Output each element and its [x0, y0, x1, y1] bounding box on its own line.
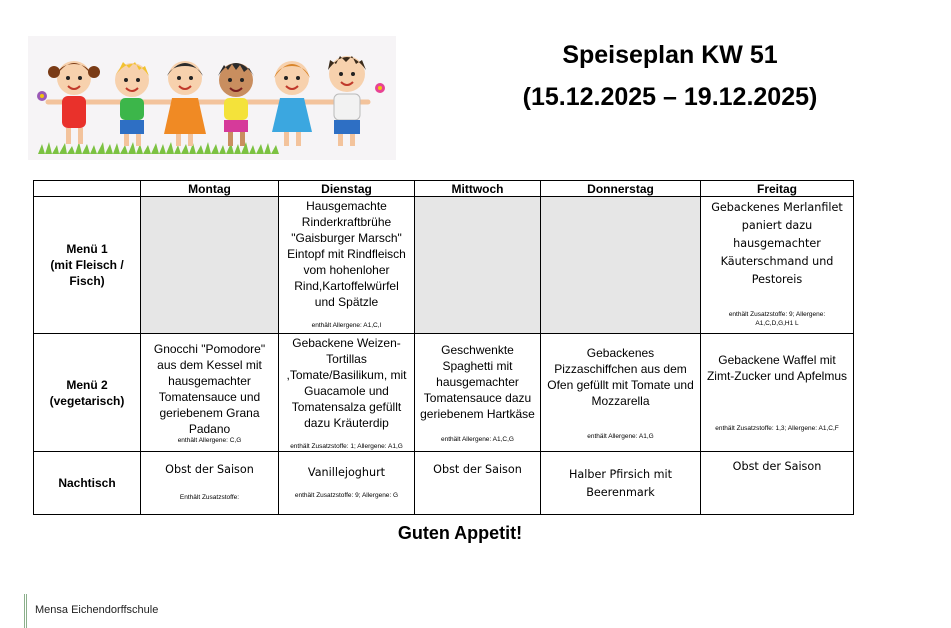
- dish-line: Guacamole und: [304, 384, 389, 398]
- dish-line: hausgemachter: [733, 237, 821, 250]
- menu-table: [33, 180, 854, 515]
- allergen-note: enthält Zusatzstoffe: 9; Allergene: G: [294, 492, 399, 499]
- dish-line: hausgemachter: [168, 374, 251, 388]
- dish-text: [701, 197, 853, 289]
- menu1-donnerstag-empty: [541, 197, 701, 334]
- dish-text: [279, 334, 414, 431]
- dish-line: aus dem Kessel mit: [157, 358, 262, 372]
- closing-text: Guten Appetit!: [397, 523, 523, 543]
- menu1-freitag-cell: [701, 197, 854, 334]
- dish-line: Tomatensalza gefüllt: [291, 400, 402, 414]
- dish-line: Geschwenkte: [441, 343, 514, 357]
- menu1-dienstag-cell: [279, 197, 415, 334]
- dish-line: Halber Pfirsich mit: [568, 467, 673, 481]
- menu1-mittwoch-empty: [415, 197, 541, 334]
- allergen-note: enthält Allergene: A1,C,G: [441, 436, 514, 443]
- menu2-mittwoch-cell: [415, 334, 541, 452]
- dish-line: Gebackenes: [586, 346, 655, 360]
- menu2-montag-cell: [141, 334, 279, 452]
- table-row-menu2: [34, 334, 854, 452]
- dish-line: Tortillas: [326, 352, 367, 366]
- row-label-nachtisch: Nachtisch: [34, 452, 141, 515]
- dish-text: Vanillejoghurt: [307, 466, 386, 479]
- allergen-note: enthält Allergene: C,G: [177, 437, 242, 444]
- dish-text: Obst der Saison: [165, 463, 254, 476]
- dish-line: Pestoreis: [751, 273, 803, 286]
- dish-line: Käuterschmand und: [720, 255, 834, 268]
- title-block: [470, 34, 870, 118]
- children-holding-hands-image: [28, 36, 396, 160]
- row-label-line: Menü 1: [66, 242, 108, 256]
- row-label-line: (vegetarisch): [49, 393, 125, 408]
- day-header-montag: Montag: [141, 181, 279, 197]
- dish-line: Beerenmark: [586, 485, 655, 499]
- footer-school-name: Mensa Eichendorffschule: [35, 604, 159, 616]
- dish-line: geriebenem Hartkäse: [420, 407, 535, 421]
- dish-line: Gebackene Waffel mit: [718, 353, 836, 367]
- dish-line: hausgemachter: [436, 375, 519, 389]
- dish-line: ,Tomate/Basilikum, mit: [286, 368, 407, 382]
- dish-text: [701, 334, 853, 384]
- dish-line: vom hohenloher: [303, 263, 390, 277]
- dish-line: Rinderkraftbrühe: [301, 215, 392, 229]
- day-header-donnerstag: Donnerstag: [541, 181, 701, 197]
- table-row-menu1: [34, 197, 854, 334]
- nachtisch-dienstag-cell: [279, 452, 415, 515]
- dish-line: Hausgemachte: [306, 199, 387, 213]
- dish-text: Obst der Saison: [732, 460, 822, 473]
- footer: [24, 594, 158, 628]
- nachtisch-mittwoch-cell: [415, 452, 541, 515]
- dish-line: Pizzaschiffchen aus dem: [554, 362, 687, 376]
- dish-text: [541, 465, 700, 502]
- dish-text: [141, 334, 278, 437]
- menu2-donnerstag-cell: [541, 334, 701, 452]
- dish-line: Padano: [188, 422, 231, 436]
- nachtisch-freitag-cell: [701, 452, 854, 515]
- day-header-freitag: Freitag: [701, 181, 854, 197]
- dish-line: Eintopf mit Rindfleisch: [287, 247, 406, 261]
- allergen-note: enthält Allergene: A1,C,I: [311, 322, 382, 329]
- dish-line: Rind,Kartoffelwürfel: [294, 279, 399, 293]
- page-title: Speiseplan KW 51: [562, 41, 778, 69]
- dish-line: Spaghetti mit: [442, 359, 513, 373]
- menu1-montag-empty: [141, 197, 279, 334]
- allergen-note: Enthält Zusatzstoffe:: [179, 494, 240, 501]
- menu2-freitag-cell: [701, 334, 854, 452]
- table-row-nachtisch: [34, 452, 854, 515]
- dish-line: Tomatensauce und: [158, 390, 261, 404]
- dish-line: "Gaisburger Marsch": [291, 231, 402, 245]
- dish-line: Ofen gefüllt mit Tomate und: [547, 378, 694, 392]
- children-banner-illustration: [28, 36, 396, 160]
- dish-line: Gnocchi "Pomodore": [153, 342, 266, 356]
- row-label-line: (mit Fleisch /: [50, 258, 124, 272]
- dish-line: geriebenem Grana: [159, 406, 260, 420]
- dish-text: [415, 334, 540, 422]
- row-label-line: Menü 2: [66, 377, 108, 392]
- corner-cell: [34, 181, 141, 197]
- dish-line: Gebackenes Merlanfilet: [711, 201, 843, 214]
- day-header-mittwoch: Mittwoch: [415, 181, 541, 197]
- row-label-line: Fisch): [69, 274, 105, 288]
- day-header-dienstag: Dienstag: [279, 181, 415, 197]
- allergen-note: [701, 310, 853, 328]
- table-header-row: [34, 181, 854, 197]
- menu2-dienstag-cell: [279, 334, 415, 452]
- dish-text: [541, 334, 700, 409]
- date-range: (15.12.2025 – 19.12.2025): [522, 83, 818, 111]
- dish-line: Tomatensauce dazu: [423, 391, 532, 405]
- dish-text: [279, 197, 414, 310]
- dish-text: Obst der Saison: [433, 463, 522, 476]
- row-label-menu2: [34, 334, 141, 452]
- allergen-note: enthält Zusatzstoffe: 1,3; Allergene: A1,C,F: [715, 425, 839, 432]
- dish-line: paniert dazu: [741, 219, 813, 232]
- dish-line: dazu Kräuterdip: [304, 416, 389, 430]
- note-line: A1,C,D,G,H1 L: [755, 320, 799, 327]
- nachtisch-donnerstag-cell: [541, 452, 701, 515]
- allergen-note: enthält Allergene: A1,G: [587, 433, 654, 440]
- row-label-menu1: [34, 197, 141, 334]
- dish-line: Gebackene Weizen-: [292, 336, 401, 350]
- dish-line: und Spätzle: [314, 295, 379, 309]
- nachtisch-montag-cell: [141, 452, 279, 515]
- dish-line: Zimt-Zucker und Apfelmus: [706, 369, 848, 383]
- allergen-note: enthält Zusatzstoffe: 1; Allergene: A1,G: [290, 443, 403, 450]
- dish-line: Mozzarella: [591, 394, 650, 408]
- note-line: enthält Zusatzstoffe: 9; Allergene:: [728, 311, 826, 318]
